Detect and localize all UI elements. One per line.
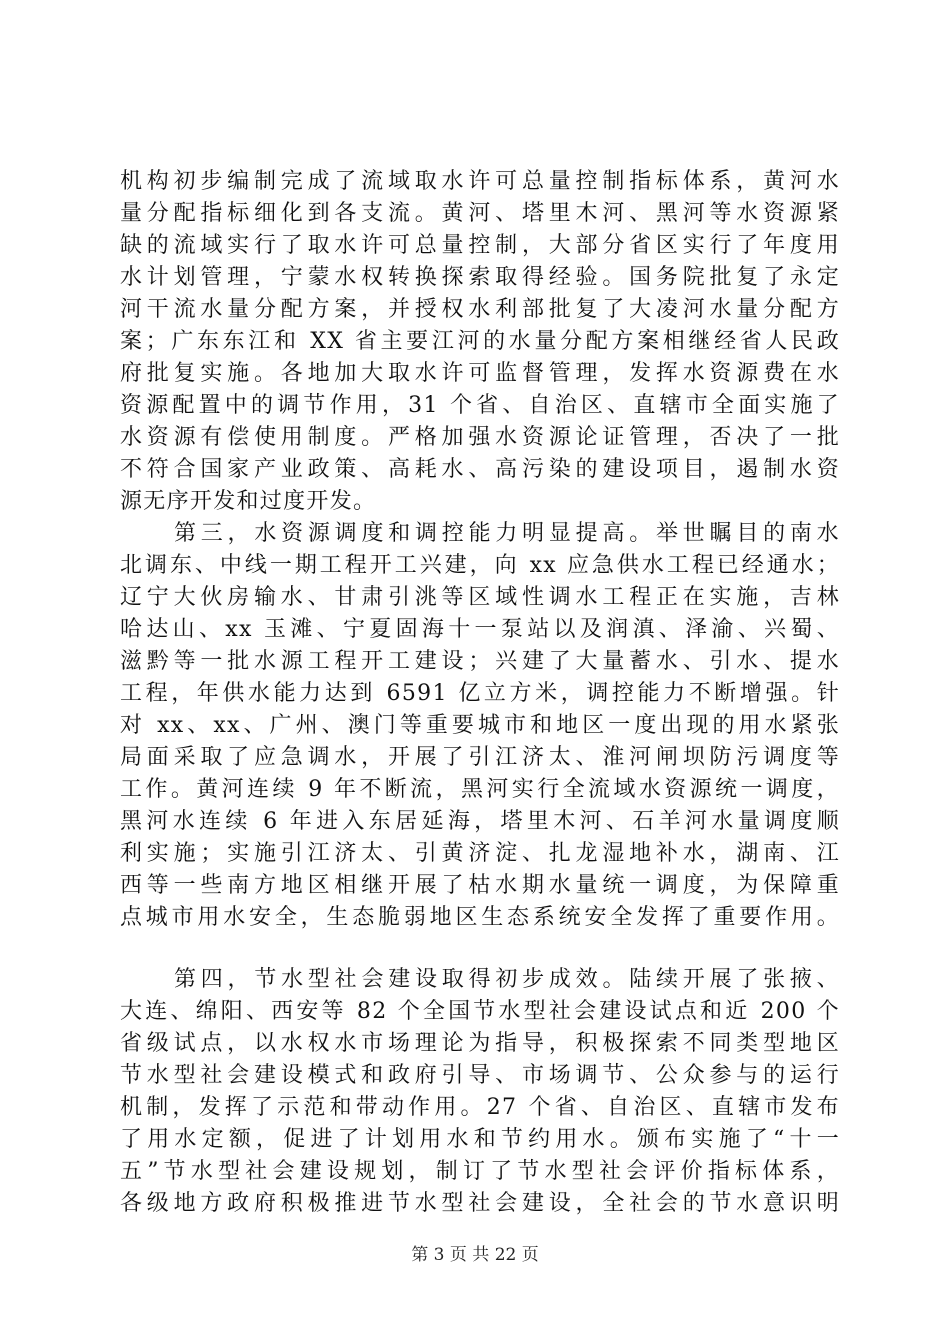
- body-text-line: 对 xx、xx、广州、澳门等重要城市和地区一度出现的用水紧张: [120, 713, 840, 738]
- body-text-line: 黑河水连续 6 年进入东居延海，塔里木河、石羊河水量调度顺: [120, 809, 840, 834]
- body-text-line: 点城市用水安全，生态脆弱地区生态系统安全发挥了重要作用。: [120, 905, 840, 930]
- body-text-line: 机构初步编制完成了流域取水许可总量控制指标体系，黄河水: [120, 169, 840, 194]
- body-text-line: 辽宁大伙房输水、甘肃引洮等区域性调水工程正在实施，吉林: [120, 585, 840, 610]
- body-text-line: 北调东、中线一期工程开工兴建，向 xx 应急供水工程已经通水；: [120, 553, 840, 578]
- body-text-line: 案；广东东江和 XX 省主要江河的水量分配方案相继经省人民政: [120, 329, 840, 354]
- body-text-line: 机制，发挥了示范和带动作用。27 个省、自治区、直辖市发布: [120, 1095, 840, 1120]
- body-text-line: 缺的流域实行了取水许可总量控制，大部分省区实行了年度用: [120, 233, 840, 258]
- body-text-line: 水计划管理，宁蒙水权转换探索取得经验。国务院批复了永定: [120, 265, 840, 290]
- body-text-line: 量分配指标细化到各支流。黄河、塔里木河、黑河等水资源紧: [120, 201, 840, 226]
- body-text-line: 不符合国家产业政策、高耗水、高污染的建设项目，遏制水资: [120, 457, 840, 482]
- body-text-line: 工程，年供水能力达到 6591 亿立方米，调控能力不断增强。针: [120, 681, 840, 706]
- page-number-footer: 第 3 页 共 22 页: [411, 1245, 539, 1265]
- body-text-line: 河干流水量分配方案，并授权水利部批复了大凌河水量分配方: [120, 297, 840, 322]
- paragraph-first-line: 第三，水资源调度和调控能力明显提高。举世瞩目的南水: [174, 521, 840, 546]
- body-text-line: 局面采取了应急调水，开展了引江济太、淮河闸坝防污调度等: [120, 745, 840, 770]
- body-text-line: 府批复实施。各地加大取水许可监督管理，发挥水资源费在水: [120, 361, 840, 386]
- body-text-line: 工作。黄河连续 9 年不断流，黑河实行全流域水资源统一调度，: [120, 777, 840, 802]
- body-text-line: 各级地方政府积极推进节水型社会建设，全社会的节水意识明: [120, 1191, 840, 1216]
- body-text-line: 利实施；实施引江济太、引黄济淀、扎龙湿地补水，湖南、江: [120, 841, 840, 866]
- body-text-line: 水资源有偿使用制度。严格加强水资源论证管理，否决了一批: [120, 425, 840, 450]
- body-text-line: 节水型社会建设模式和政府引导、市场调节、公众参与的运行: [120, 1063, 840, 1088]
- body-text-line: 五”节水型社会建设规划，制订了节水型社会评价指标体系，: [120, 1159, 840, 1184]
- body-text-line: 哈达山、xx 玉滩、宁夏固海十一泵站以及润滇、泽渝、兴蜀、: [120, 617, 840, 642]
- body-text-line: 西等一些南方地区相继开展了枯水期水量统一调度，为保障重: [120, 873, 840, 898]
- body-text-line: 了用水定额，促进了计划用水和节约用水。颁布实施了“十一: [120, 1127, 840, 1152]
- body-text-line: 省级试点，以水权水市场理论为指导，积极探索不同类型地区: [120, 1031, 840, 1056]
- paragraph-first-line: 第四，节水型社会建设取得初步成效。陆续开展了张掖、: [174, 967, 840, 992]
- body-text-line: 大连、绵阳、西安等 82 个全国节水型社会建设试点和近 200 个: [120, 999, 840, 1024]
- body-text-line: 资源配置中的调节作用，31 个省、自治区、直辖市全面实施了: [120, 393, 840, 418]
- body-text-line: 源无序开发和过度开发。: [120, 489, 377, 514]
- body-text-line: 滋黔等一批水源工程开工建设；兴建了大量蓄水、引水、提水: [120, 649, 840, 674]
